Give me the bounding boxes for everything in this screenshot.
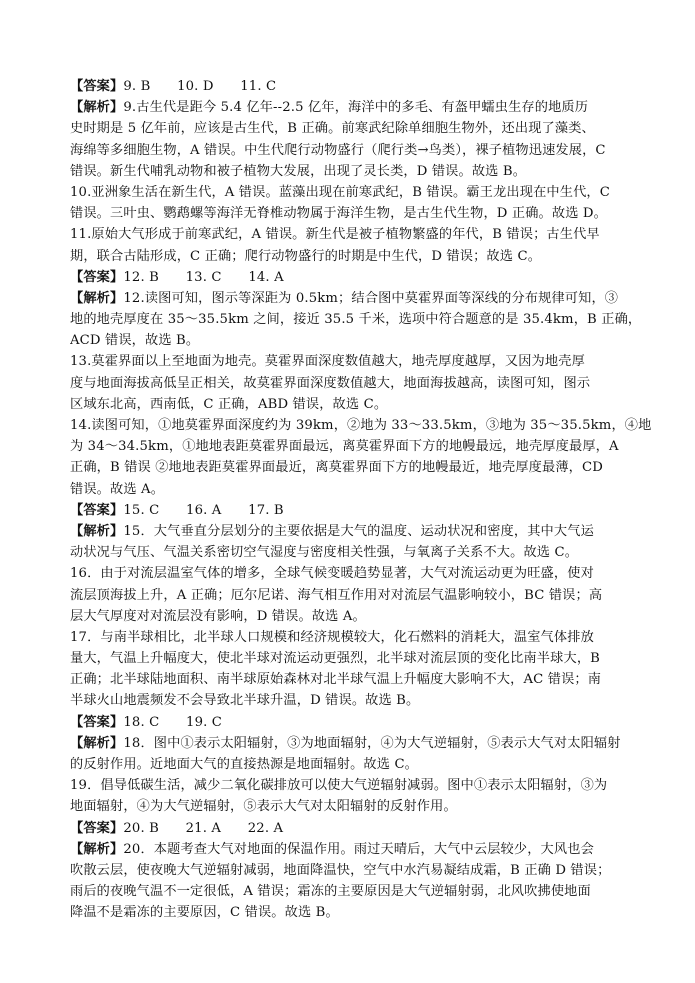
line-text: 地的地壳厚度在 35～35.5km 之间，接近 35.5 千米，选项中符合题意的是 35.4km，B 正确， xyxy=(70,312,642,328)
line-text: 18. C 19. C xyxy=(123,714,223,730)
text-line xyxy=(70,521,653,542)
line-text: 降温不是霜冻的主要原因，C 错误。故选 B。 xyxy=(70,905,339,921)
text-line xyxy=(70,754,653,775)
line-text: 19．倡导低碳生活，减少二氧化碳排放可以使大气逆辐射减弱。图中①表示太阳辐射，③为 xyxy=(70,778,608,794)
text-line xyxy=(70,775,653,796)
text-line xyxy=(70,436,653,457)
text-line xyxy=(70,246,653,267)
analysis-label: 【解析】 xyxy=(70,841,124,857)
text-line xyxy=(70,712,653,733)
line-text: 9. B 10. D 11. C xyxy=(123,79,277,94)
text-line xyxy=(70,351,653,372)
line-text: 20. B 21. A 22. A xyxy=(123,820,284,836)
answer-label: 【答案】 xyxy=(70,502,124,518)
text-line xyxy=(70,203,653,224)
line-text: 13.莫霍界面以上至地面为地壳。莫霍界面深度数值越大，地壳厚度越厚，又因为地壳厚 xyxy=(70,354,585,370)
text-line xyxy=(70,818,653,839)
text-line xyxy=(70,563,653,584)
text-line xyxy=(70,161,653,182)
line-text: 动状况与气压、气温关系密切空气湿度与密度相关性强，与氧离子关系不大。故选 C。 xyxy=(70,545,579,561)
analysis-label: 【解析】 xyxy=(70,735,124,751)
analysis-label: 【解析】 xyxy=(70,523,124,539)
text-line xyxy=(70,288,653,309)
line-text: 为 34～34.5km，①地地表距莫霍界面最远，离莫霍界面下方的地幔最远，地壳厚度最厚，A xyxy=(70,439,619,455)
line-text: 期，联合古陆形成，C 正确；爬行动物盛行的时期是中生代，D 错误；故选 C。 xyxy=(70,248,542,264)
analysis-label: 【解析】 xyxy=(70,290,124,306)
line-text: 错误。新生代哺乳动物和被子植物大发展，出现了灵长类，D 错误。故选 B。 xyxy=(70,163,527,179)
line-text: 15．大气垂直分层划分的主要依据是大气的温度、运动状况和密度，其中大气运 xyxy=(123,523,594,539)
text-line xyxy=(70,394,653,415)
line-text: 量大，气温上升幅度大，使北半球对流运动更强烈，北半球对流层顶的变化比南半球大，B xyxy=(70,651,600,667)
text-line xyxy=(70,500,653,521)
text-line xyxy=(70,373,653,394)
line-text: 正确，B 错误 ②地地表距莫霍界面最近，离莫霍界面下方的地幔最近，地壳厚度最薄，CD xyxy=(70,460,603,476)
text-line xyxy=(70,690,653,711)
text-line xyxy=(70,140,653,161)
line-text: 正确；北半球陆地面积、南半球原始森林对北半球气温上升幅度大影响不大，AC 错误；南 xyxy=(70,672,602,688)
text-line xyxy=(70,267,653,288)
line-text: 史时期是 5 亿年前，应该是古生代，B 正确。前寒武纪除单细胞生物外，还出现了藻类、 xyxy=(70,121,595,137)
line-text: 流层顶海拔上升，A 正确；厄尔尼诺、海气相互作用对对流层气温影响较小，BC 错误；高 xyxy=(70,587,603,603)
line-text: 16．由于对流层温室气体的增多，全球气候变暖趋势显著，大气对流运动更为旺盛，使对 xyxy=(70,566,594,582)
line-text: 雨后的夜晚气温不一定很低，A 错误；霜冻的主要原因是大气逆辐射弱，北风吹拂使地面 xyxy=(70,884,591,900)
line-text: 18．图中①表示太阳辐射，③为地面辐射，④为大气逆辐射，⑤表示大气对太阳辐射 xyxy=(123,735,621,751)
line-text: 错误。三叶虫、鹦鹉螺等海洋无脊椎动物属于海洋生物，是古生代生物，D 正确。故选 D。 xyxy=(70,206,607,222)
text-line xyxy=(70,881,653,902)
line-text: 地面辐射，④为大气逆辐射，⑤表示大气对太阳辐射的反射作用。 xyxy=(70,799,457,815)
text-line xyxy=(70,479,653,500)
line-text: ACD 错误，故选 B。 xyxy=(70,333,200,349)
line-text: 吹散云层，使夜晚大气逆辐射减弱，地面降温快，空气中水汽易凝结成霜，B 正确 D 错误； xyxy=(70,862,611,878)
line-text: 9.古生代是距今 5.4 亿年--2.5 亿年，海洋中的多毛、有盔甲蠕虫生存的地质历 xyxy=(123,100,589,116)
text-line xyxy=(70,860,653,881)
line-text: 14.读图可知，①地莫霍界面深度约为 39km，②地为 33～33.5km，③地为 35～35.5km，④地 xyxy=(70,418,652,433)
text-line xyxy=(70,733,653,754)
answer-label: 【答案】 xyxy=(70,269,124,285)
answer-label: 【答案】 xyxy=(70,820,124,836)
text-line xyxy=(70,224,653,245)
text-line xyxy=(70,606,653,627)
text-line xyxy=(70,839,653,860)
text-line xyxy=(70,585,653,606)
line-text: 海绵等多细胞生物，A 错误。中生代爬行动物盛行（爬行类→鸟类），裸子植物迅速发展，C xyxy=(70,142,606,158)
line-text: 12. B 13. C 14. A xyxy=(123,269,284,285)
text-line xyxy=(70,796,653,817)
line-text: 11.原始大气形成于前寒武纪，A 错误。新生代是被子植物繁盛的年代，B 错误；古生代早 xyxy=(70,227,600,243)
text-line xyxy=(70,118,653,139)
text-line xyxy=(70,542,653,563)
answer-label: 【答案】 xyxy=(70,79,124,94)
line-text: 半球火山地震频发不会导致北半球升温，D 错误。故选 B。 xyxy=(70,693,420,709)
line-text: 15. C 16. A 17. B xyxy=(123,502,284,518)
text-line xyxy=(70,330,653,351)
text-line xyxy=(70,669,653,690)
line-text: 的反射作用。近地面大气的直接热源是地面辐射。故选 C。 xyxy=(70,757,419,772)
line-text: 层大气厚度对对流层没有影响，D 错误。故选 A。 xyxy=(70,608,366,624)
line-text: 17．与南半球相比，北半球人口规模和经济规模较大，化石燃料的消耗大，温室气体排放 xyxy=(70,629,594,645)
text-line xyxy=(70,648,653,669)
line-text: 度与地面海拔高低呈正相关，故莫霍界面深度数值越大，地面海拔越高，读图可知，图示 xyxy=(70,375,591,391)
text-line xyxy=(70,97,653,118)
text-line xyxy=(70,309,653,330)
answer-label: 【答案】 xyxy=(70,714,124,730)
line-text: 错误。故选 A。 xyxy=(70,481,165,497)
answer-analysis-page xyxy=(0,76,695,924)
text-line xyxy=(70,415,653,436)
analysis-label: 【解析】 xyxy=(70,100,124,116)
text-line xyxy=(70,902,653,923)
text-line xyxy=(70,182,653,203)
line-text: 10.亚洲象生活在新生代，A 错误。蓝藻出现在前寒武纪，B 错误。霸王龙出现在中生代，C xyxy=(70,184,611,200)
line-text: 区域东北高，西南低，C 正确，ABD 错误，故选 C。 xyxy=(70,396,388,412)
line-text: 20．本题考查大气对地面的保温作用。雨过天晴后，大气中云层较少，大风也会 xyxy=(123,841,594,857)
text-line xyxy=(70,627,653,648)
text-line xyxy=(70,76,653,97)
line-text: 12.读图可知，图示等深距为 0.5km；结合图中莫霍界面等深线的分布规律可知，③ xyxy=(123,290,619,306)
text-line xyxy=(70,457,653,478)
